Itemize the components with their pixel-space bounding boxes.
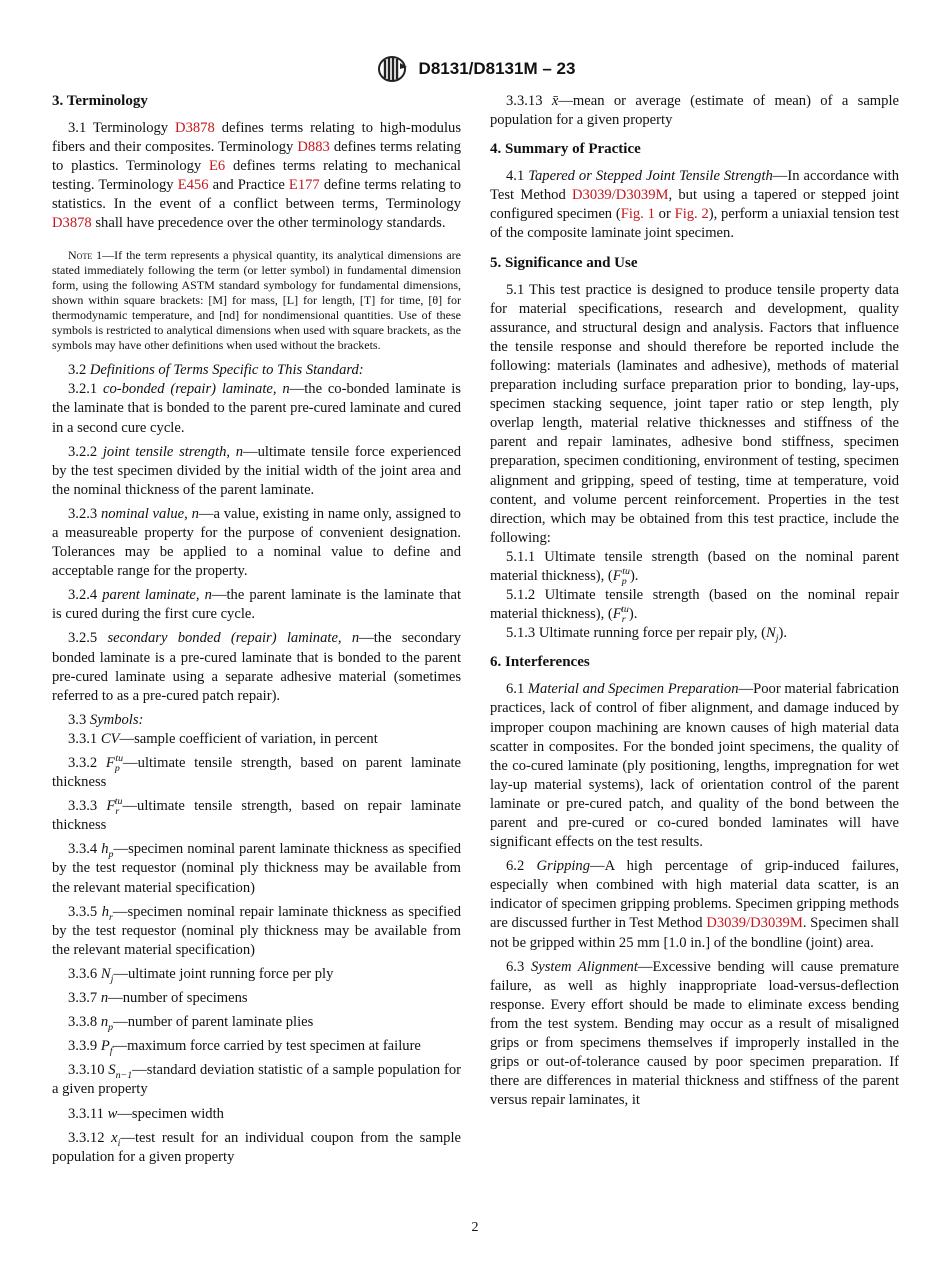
paragraph	[52, 586, 461, 624]
superscript: tu	[622, 566, 630, 578]
text: 3.1 Terminology	[68, 120, 176, 136]
right-column	[490, 92, 899, 1115]
paragraph	[52, 443, 461, 500]
text: 5.1 This test practice is designed to produce tensile property data for material specifications, research and development, quality assurance, and structural design and analysis. Factors that influence the tensile response and should therefore be reported include the following: materials (laminates and adhesive), methods of material preparation including surface preparation prior to bonding, lay-ups, specimen stacking sequence, joint taper ratio or step length, ply overlap length, material relative thicknesses and stiffness of the parent and repair laminates, adhesive bond stiffness, specimen preparation, specimen conditioning, environment of testing, specimen alignment and gripping, speed of testing, time at temperature, void content, and volume percent reinforcement. Properties in the test direction, which may be obtained from this test practice, include the following:	[490, 281, 899, 546]
text: ).	[778, 625, 788, 642]
paragraph	[490, 548, 899, 586]
text: or	[654, 206, 675, 223]
italic-term: h	[101, 841, 109, 858]
subscript: f	[109, 1046, 113, 1058]
text: —ultimate tensile strength, based on parent laminate thickness	[52, 755, 461, 791]
text: 6.2	[506, 858, 537, 875]
text: —specimen width	[117, 1105, 224, 1122]
italic-term: Gripping	[536, 858, 591, 875]
paragraph	[490, 586, 899, 624]
subscript: j	[110, 973, 114, 985]
paragraph	[52, 380, 461, 437]
text: 3.3.8	[68, 1014, 101, 1031]
paragraph	[52, 989, 461, 1008]
paragraph	[490, 281, 899, 548]
superscript: tu	[115, 753, 124, 765]
text: . Specimen shall not be gripped within 25 mm [1.0 in.] of the bondline (joint) area.	[490, 915, 899, 951]
italic-term: Tapered or Stepped Joint Tensile Strength	[528, 168, 773, 185]
italic-term: P	[100, 1038, 110, 1055]
text: —the parent laminate is the laminate that is cured during the first cure cycle.	[52, 587, 461, 623]
text: 4. Summary of Practice	[490, 141, 641, 158]
reference-link[interactable]: E6	[209, 158, 226, 175]
reference-link[interactable]: D3878	[52, 215, 92, 232]
reference-link[interactable]: Fig. 1	[620, 206, 655, 223]
text: defines terms relating to plastics. Terminology	[52, 139, 461, 175]
page-number: 2	[471, 1220, 479, 1235]
italic-term: parent laminate, n	[102, 587, 212, 604]
paragraph	[52, 711, 461, 730]
paragraph	[52, 797, 461, 835]
standard-designation: D8131/D8131M – 23	[418, 59, 576, 78]
text: —A high percentage of grip-induced failures, especially when combined with high material data scatter, is an indicator of specimen gripping problems. Specimen gripping methods are discussed further in Test Method	[490, 858, 899, 932]
paragraph	[52, 840, 461, 897]
text: 3.3.11	[68, 1105, 108, 1122]
text: 3.3.12	[68, 1129, 112, 1146]
text: —Excessive bending will cause premature failure, as well as highly inappropriate load-versus-deflection response. Every effort should be made to eliminate excess bending from the test system. Bending may occur as a result of misaligned grips or from specimens themselves if improperly installed in the grips or out-of-tolerance caused by poor specimen preparation. If there are differences in material thickness and stiffness of the parent versus repair laminates, it	[490, 958, 899, 1109]
section-heading	[490, 140, 899, 159]
italic-term: co-bonded (repair) laminate, n	[102, 381, 290, 398]
text: , but using a tapered or stepped joint configured specimen (	[490, 187, 900, 223]
paragraph	[52, 629, 461, 705]
text: 3.2	[68, 362, 90, 379]
text: —In accordance with Test Method	[490, 168, 900, 204]
paragraph	[52, 965, 461, 984]
text: and Practice	[208, 177, 289, 194]
text: 1—If the term represents a physical quantity, its analytical dimensions are stated immediately following the term (or letter symbol) in fundamental dimension form, using the following ASTM standard symbology for fundamental dimensions, shown within square brackets: [M] for mass, [L] for length, [T] for time, [θ] for thermodynamic temperature, and [nd] for nondimensional quantities. Use of these symbols is restricted to analytical dimensions when used with square brackets, as the symbols may have other definitions when used without the brackets.	[52, 247, 461, 353]
text: 3.3.7	[68, 990, 101, 1007]
text: —Poor material fabrication practices, lack of control of fiber alignment, and damage induced by improper coupon machining are known causes of high material data scatter in composites. For the bonded joint specimens, the quality of the co-cured laminate (ply positioning, lengths, impregnation for wet lay-up material systems), lack of orientation control of the parent laminate or pre-cured patch, and quality of the bond between the parent and pre-cured or co-cured bonded laminates will have significant effects on the test results.	[490, 681, 900, 851]
section-heading	[490, 653, 899, 672]
italic-term: joint tensile strength, n	[102, 443, 243, 460]
italic-term: secondary bonded (repair) laminate, n	[107, 630, 360, 647]
page-header	[0, 55, 950, 83]
paragraph	[490, 680, 899, 852]
text: 3. Terminology	[52, 93, 148, 109]
text: defines terms relating to high-modulus fibers and their composites. Terminology	[52, 120, 462, 156]
subscript: p	[108, 849, 114, 861]
text: 3.3.5	[68, 903, 102, 920]
section-heading	[490, 254, 899, 273]
text: 5.1.3 Ultimate running force per repair ply, (	[506, 625, 767, 642]
italic-term: x̄	[551, 93, 559, 109]
text: —the co-bonded laminate is the laminate that is bonded to the parent pre-cured laminate and cured in a second cure cycle.	[52, 381, 461, 436]
subscript: r	[109, 911, 113, 923]
paragraph	[490, 958, 899, 1111]
text: 3.2.1	[68, 381, 103, 398]
note-label: Note	[68, 247, 93, 262]
text: 3.3.3	[68, 798, 107, 815]
italic-term: Symbols:	[89, 711, 144, 728]
text: 3.2.3	[68, 505, 101, 522]
section-heading	[52, 92, 461, 111]
paragraph	[52, 730, 461, 749]
italic-term: S	[108, 1062, 116, 1079]
subscript: r	[621, 614, 626, 626]
text: —specimen nominal repair laminate thickness as specified by the test requestor (nominal ply thickness may be available from the relevant material specification)	[52, 903, 461, 958]
italic-term: nominal value, n	[100, 505, 199, 522]
astm-logo-icon	[375, 55, 409, 83]
italic-term: Definitions of Terms Specific to This Standard:	[89, 362, 364, 379]
text: 6. Interferences	[490, 654, 590, 671]
superscript: tu	[621, 604, 629, 616]
paragraph	[52, 1013, 461, 1032]
text: 3.3.1	[68, 730, 101, 747]
paragraph	[52, 119, 461, 234]
text: 3.3.9	[68, 1038, 101, 1055]
subscript: p	[621, 575, 627, 587]
italic-term: N	[766, 625, 776, 642]
text: ).	[628, 606, 638, 623]
text: 3.3.13	[506, 93, 552, 109]
reference-link[interactable]: E177	[288, 177, 320, 194]
text: 3.2.5	[68, 630, 108, 647]
paragraph	[490, 857, 899, 952]
text: defines terms relating to mechanical testing. Terminology	[52, 158, 461, 194]
italic-term: F	[612, 606, 622, 623]
subscript: n−1	[115, 1070, 133, 1082]
paragraph	[490, 167, 899, 243]
text: define terms relating to statistics. In the event of a conflict between terms, Terminology	[52, 177, 461, 213]
italic-term: F	[612, 567, 622, 584]
paragraph	[490, 624, 899, 643]
paragraph	[52, 1129, 461, 1167]
text: —a value, existing in name only, assigned to a measureable property for the purpose of convenient designation. Tolerances may be applied to a nominal value to define and acceptable range for the property.	[52, 505, 461, 580]
text: —number of specimens	[108, 990, 248, 1007]
paragraph	[52, 505, 461, 581]
reference-link[interactable]: Fig. 2	[674, 206, 709, 223]
italic-term: System Alignment	[530, 958, 638, 975]
text: —standard deviation statistic of a sample population for a given property	[52, 1062, 462, 1098]
reference-link[interactable]: D883	[297, 139, 330, 156]
reference-link[interactable]: D3039/D3039M	[572, 187, 669, 204]
paragraph	[52, 754, 461, 792]
text: —ultimate tensile strength, based on repair laminate thickness	[52, 798, 461, 834]
subscript: i	[117, 1137, 121, 1149]
text: —the secondary bonded laminate is a pre-cured laminate that is bonded to the parent pre-cured laminate using a separate adhesive material (sometimes referred to as a pre-cured patch repair).	[52, 630, 461, 704]
text: ), perform a uniaxial tension test of the composite laminate joint specimen.	[490, 206, 900, 242]
italic-term: F	[105, 755, 115, 771]
text: 6.1	[506, 681, 528, 698]
reference-link[interactable]: E456	[177, 177, 209, 194]
reference-link[interactable]: D3878	[175, 120, 215, 136]
italic-term: w	[107, 1105, 118, 1122]
text: 3.3.10	[68, 1062, 109, 1079]
text: 5. Significance and Use	[490, 254, 638, 271]
text: —sample coefficient of variation, in percent	[119, 730, 378, 747]
text: —ultimate tensile force experienced by the test specimen divided by the initial width of the joint area and the nominal thickness of the parent laminate.	[52, 443, 461, 498]
text: —mean or average (estimate of mean) of a sample population for a given property	[490, 93, 899, 129]
subscript: p	[114, 762, 120, 774]
text: 5.1.1 Ultimate tensile strength (based on the nominal parent material thickness), (	[490, 548, 899, 584]
italic-term: n	[100, 1014, 109, 1031]
text: 6.3	[506, 958, 531, 975]
paragraph	[52, 361, 461, 380]
paragraph	[490, 92, 899, 130]
text: 3.3	[68, 711, 90, 728]
paragraph	[52, 1061, 461, 1099]
italic-term: CV	[100, 730, 120, 747]
subscript: r	[115, 806, 120, 818]
italic-term: F	[106, 798, 116, 815]
paragraph	[52, 1105, 461, 1124]
text: 3.3.2	[68, 755, 106, 771]
text: 5.1.2 Ultimate tensile strength (based on the nominal repair material thickness), (	[490, 587, 899, 623]
text: —number of parent laminate plies	[113, 1014, 314, 1031]
italic-term: Material and Specimen Preparation	[527, 681, 739, 698]
left-column	[52, 92, 461, 1172]
paragraph	[52, 1037, 461, 1056]
italic-term: n	[100, 990, 109, 1007]
italic-term: x	[111, 1129, 118, 1146]
subscript: j	[775, 633, 779, 645]
note	[52, 248, 461, 354]
text: —maximum force carried by test specimen at failure	[112, 1038, 421, 1055]
text: 3.3.6	[68, 965, 101, 982]
paragraph	[52, 903, 461, 960]
reference-link[interactable]: D3039/D3039M	[706, 915, 803, 932]
text: 4.1	[506, 168, 529, 185]
text: 3.2.4	[68, 587, 103, 604]
text: 3.3.4	[68, 841, 102, 858]
text: ).	[629, 567, 639, 584]
subscript: p	[108, 1022, 114, 1034]
italic-term: h	[101, 903, 110, 920]
text: —test result for an individual coupon from the sample population for a given property	[52, 1129, 462, 1165]
text: —specimen nominal parent laminate thickness as specified by the test requestor (nominal ply thickness may be available from the relevant material specification)	[52, 841, 461, 896]
superscript: tu	[114, 796, 123, 808]
text: shall have precedence over the other terminology standards.	[91, 215, 446, 232]
text: 3.2.2	[68, 443, 103, 460]
text: —ultimate joint running force per ply	[113, 965, 334, 982]
italic-term: N	[100, 965, 111, 982]
